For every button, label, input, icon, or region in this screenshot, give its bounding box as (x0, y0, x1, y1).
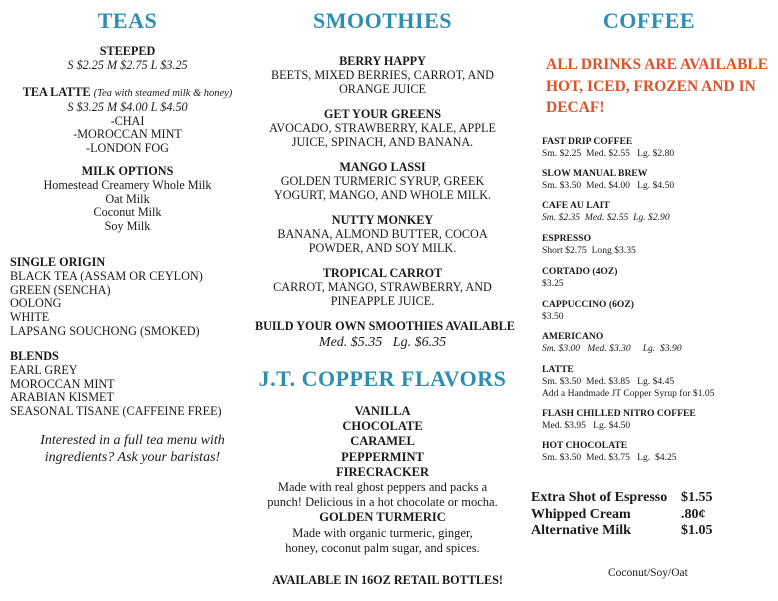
build-your-own-section (255, 319, 515, 351)
milk-options-name: MILK OPTIONS (81, 164, 174, 178)
coffee-notice-line: DECAF! (546, 99, 605, 116)
coffee-item-name: FAST DRIP COFFEE (542, 136, 633, 147)
coffee-item-prices: $3.50 (542, 311, 564, 322)
smoothie-ingredients: GOLDEN TURMERIC SYRUP, GREEK (280, 173, 485, 188)
milk-option: Homestead Creamery Whole Milk (43, 177, 212, 192)
coffee-notice-line: HOT, ICED, FROZEN AND IN (546, 77, 756, 95)
single-origin-item: OOLONG (10, 296, 62, 311)
coffee-item (542, 200, 670, 224)
build-your-own-prices: Med. $5.35 Lg. $6.35 (318, 334, 447, 350)
smoothie-name: NUTTY MONKEY (331, 213, 434, 227)
coffee-item-prices: Sm. $2.25 Med. $2.55 Lg. $2.80 (542, 148, 675, 159)
coffee-item-prices: Sm. $3.50 Med. $3.75 Lg. $4.25 (542, 452, 677, 463)
teas-heading: TEAS (97, 8, 158, 33)
coffee-item-addon: Add a Handmade JT Copper Syrup for $1.05 (542, 388, 715, 399)
coffee-item (542, 233, 636, 257)
tea-latte-section (0, 86, 255, 156)
blends-name: BLENDS (10, 349, 59, 363)
tea-latte-flavor: -MOROCCAN MINT (73, 127, 182, 142)
coffee-item (542, 266, 617, 290)
extra-price: $1.55 (681, 490, 713, 505)
flavors-heading: J.T. COPPER FLAVORS (258, 366, 507, 391)
flavor-item: VANILLA (354, 404, 411, 418)
coffee-item-name: AMERICANO (542, 331, 604, 342)
flavor-item: FIRECRACKER (335, 464, 430, 479)
coffee-item-prices: Short $2.75 Long $3.35 (542, 245, 636, 256)
coffee-item (542, 168, 674, 192)
coffee-item-name: CORTADO (4OZ) (542, 266, 618, 277)
coffee-item (542, 440, 677, 464)
extra-label: Alternative Milk (531, 523, 631, 538)
tea-latte-prices: S $3.25 M $4.00 L $4.50 (67, 99, 188, 114)
coffee-item-name: ESPRESSO (542, 233, 592, 244)
smoothie-item (255, 161, 510, 202)
coffee-item-name: FLASH CHILLED NITRO COFFEE (542, 408, 696, 419)
coffee-item-prices: Med. $3.95 Lg. $4.50 (542, 420, 631, 431)
tea-menu-footer (0, 432, 265, 466)
flavor-item: CHOCOLATE (342, 419, 423, 434)
smoothie-ingredients: CARROT, MANGO, STRAWBERRY, AND (273, 279, 492, 294)
coffee-item-name: CAFE AU LAIT (542, 200, 610, 211)
tea-latte-name: TEA LATTE (22, 85, 91, 99)
smoothie-name: TROPICAL CARROT (322, 266, 443, 280)
coffee-item-prices: Sm. $3.00 Med. $3.30 Lg. $3.90 (542, 343, 682, 354)
milk-option: Coconut Milk (93, 205, 162, 220)
smoothie-ingredients: JUICE, SPINACH, AND BANANA. (291, 134, 474, 149)
coffee-heading: COFFEE (602, 8, 696, 33)
coffee-item (542, 299, 634, 323)
coffee-item (542, 364, 714, 400)
smoothie-ingredients: POWDER, AND SOY MILK. (308, 240, 457, 255)
smoothie-ingredients: BANANA, ALMOND BUTTER, COCOA (277, 226, 488, 241)
coffee-item-prices: Sm. $3.50 Med. $3.85 Lg. $4.45 (542, 376, 675, 387)
smoothie-name: MANGO LASSI (339, 160, 426, 174)
flavor-item: CARAMEL (350, 434, 415, 449)
smoothie-ingredients: BEETS, MIXED BERRIES, CARROT, AND (271, 67, 494, 82)
coffee-item (542, 136, 674, 160)
coffee-item (542, 331, 682, 355)
coffee-item-name: SLOW MANUAL BREW (542, 168, 648, 179)
coffee-item-name: CAPPUCCINO (6OZ) (542, 299, 634, 310)
single-origin-item: LAPSANG SOUCHONG (SMOKED) (10, 323, 200, 338)
steeped-name: STEEPED (99, 44, 156, 58)
smoothie-item (255, 267, 510, 308)
smoothie-name: GET YOUR GREENS (323, 107, 442, 121)
blend-item: EARL GREY (10, 362, 78, 377)
milk-options-section (0, 165, 255, 234)
extra-label: Whipped Cream (531, 506, 631, 522)
coffee-item-prices: Sm. $2.35 Med. $2.55 Lg. $2.90 (542, 212, 670, 223)
blends-section (10, 350, 222, 419)
single-origin-item: WHITE (10, 310, 50, 325)
tea-latte-note: (Tea with steamed milk & honey) (93, 88, 233, 99)
coffee-item-prices: Sm. $3.50 Med. $4.00 Lg. $4.50 (542, 180, 675, 191)
single-origin-name: SINGLE ORIGIN (10, 255, 106, 269)
flavor-description: Made with real ghost peppers and packs a (277, 480, 488, 495)
blend-item: MOROCCAN MINT (10, 376, 115, 391)
smoothie-ingredients: ORANGE JUICE (338, 81, 426, 96)
blend-item: SEASONAL TISANE (CAFFEINE FREE) (10, 404, 222, 419)
blend-item: ARABIAN KISMET (10, 390, 114, 405)
retail-bottles-note: AVAILABLE IN 16OZ RETAIL BOTTLES! (272, 573, 503, 587)
coffee-item-name: HOT CHOCOLATE (542, 440, 628, 451)
flavor-item: PEPPERMINT (341, 449, 424, 464)
coffee-item-name: LATTE (542, 364, 574, 375)
coffee-item-prices: $3.25 (542, 278, 564, 289)
tea-latte-flavor: -CHAI (110, 113, 145, 128)
flavor-description: honey, coconut palm sugar, and spices. (285, 540, 480, 555)
tea-footer-line: Interested in a full tea menu with (40, 433, 225, 448)
flavor-description: Made with organic turmeric, ginger, (292, 525, 473, 540)
steeped-section (0, 45, 255, 73)
coffee-notice-line: ALL DRINKS ARE AVAILABLE (546, 56, 769, 73)
smoothie-item (255, 108, 510, 149)
coffee-notice (546, 54, 768, 119)
milk-option: Soy Milk (104, 219, 151, 234)
single-origin-item: GREEN (SENCHA) (10, 282, 111, 297)
smoothies-heading: SMOOTHIES (313, 8, 452, 33)
build-your-own-name: BUILD YOUR OWN SMOOTHIES AVAILABLE (255, 319, 515, 333)
extra-label: Extra Shot of Espresso (531, 490, 668, 505)
alt-milks-note: Coconut/Soy/Oat (608, 567, 688, 579)
smoothie-ingredients: AVOCADO, STRAWBERRY, KALE, APPLE (269, 120, 496, 135)
smoothie-item (255, 214, 510, 255)
smoothie-ingredients: PINEAPPLE JUICE. (330, 293, 435, 308)
extra-price: .80¢ (681, 506, 706, 522)
flavor-description: punch! Delicious in a hot chocolate or mocha. (267, 495, 498, 510)
flavors-list (255, 404, 510, 556)
tea-footer-line: ingredients? Ask your baristas! (44, 450, 221, 465)
smoothie-name: BERRY HAPPY (339, 54, 426, 68)
milk-option: Oat Milk (105, 191, 150, 206)
extra-price: $1.05 (681, 523, 713, 538)
single-origin-section (10, 256, 203, 339)
smoothie-ingredients: YOGURT, MANGO, AND WHOLE MILK. (273, 187, 492, 202)
tea-latte-flavor: -LONDON FOG (86, 141, 169, 156)
smoothie-item (255, 55, 510, 96)
steeped-prices: S $2.25 M $2.75 L $3.25 (67, 57, 188, 72)
single-origin-item: BLACK TEA (ASSAM OR CEYLON) (10, 268, 203, 283)
flavor-item: GOLDEN TURMERIC (319, 510, 446, 525)
coffee-item (542, 408, 696, 432)
